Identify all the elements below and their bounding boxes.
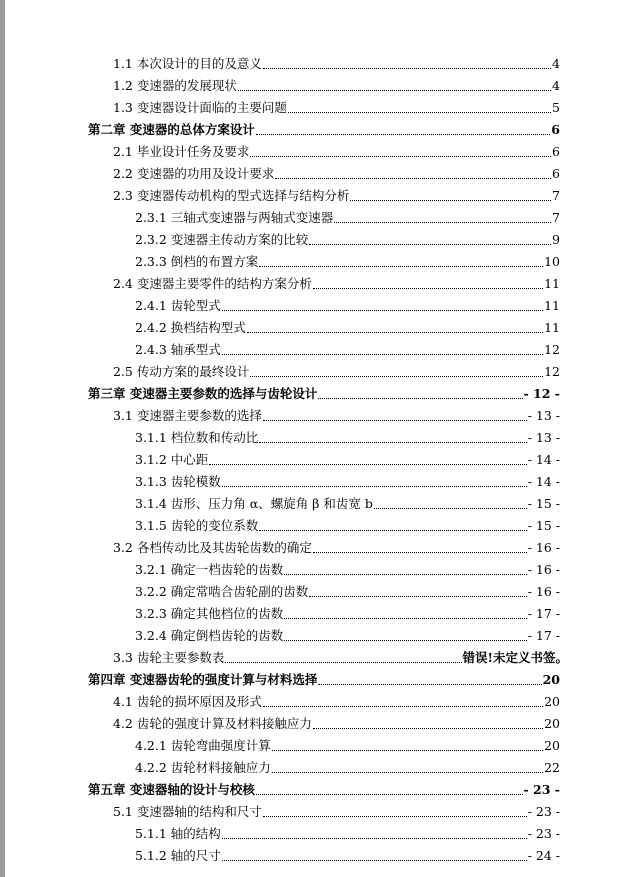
dot-leader bbox=[222, 860, 527, 861]
toc-chapter-entry[interactable] bbox=[88, 780, 560, 798]
toc-entry-page: - 23 - bbox=[527, 804, 560, 819]
toc-entry[interactable] bbox=[135, 340, 560, 358]
toc-entry-title: 4.2.2 齿轮材料接触应力 bbox=[135, 760, 271, 775]
dot-leader bbox=[284, 640, 526, 641]
toc-entry[interactable] bbox=[135, 230, 560, 248]
toc-entry[interactable] bbox=[113, 538, 560, 556]
toc-entry-title: 2.4 变速器主要零件的结构方案分析 bbox=[113, 276, 312, 291]
toc-entry[interactable] bbox=[135, 516, 560, 534]
toc-entry[interactable] bbox=[113, 802, 560, 820]
dot-leader bbox=[263, 816, 527, 817]
toc-entry-title: 3.2.2 确定常啮合齿轮副的齿数 bbox=[135, 584, 309, 599]
toc-entry-page: 7 bbox=[552, 188, 560, 203]
toc-entry-page: 7 bbox=[552, 210, 560, 225]
dot-leader bbox=[284, 618, 526, 619]
dot-leader bbox=[259, 530, 526, 531]
toc-entry[interactable] bbox=[113, 692, 560, 710]
toc-entry-page: - 16 - bbox=[527, 540, 560, 555]
toc-entry-page: 11 bbox=[544, 320, 560, 335]
toc-entry-title: 4.1 齿轮的损坏原因及形式 bbox=[113, 694, 262, 709]
toc-entry-page: 5 bbox=[552, 100, 560, 115]
toc-entry-page: - 15 - bbox=[527, 496, 560, 511]
toc-entry-page: 6 bbox=[551, 122, 560, 137]
toc-entry-page: 20 bbox=[544, 738, 560, 753]
toc-entry-title: 第三章 变速器主要参数的选择与齿轮设计 bbox=[88, 386, 318, 401]
dot-leader bbox=[272, 772, 543, 773]
toc-entry-page: - 13 - bbox=[527, 408, 560, 423]
toc-entry[interactable] bbox=[113, 164, 560, 182]
toc-entry[interactable] bbox=[113, 648, 568, 666]
toc-entry-title: 3.2.4 确定倒档齿轮的齿数 bbox=[135, 628, 284, 643]
toc-entry[interactable] bbox=[135, 824, 560, 842]
toc-entry[interactable] bbox=[135, 736, 560, 754]
toc-entry-page: - 12 - bbox=[523, 386, 560, 401]
toc-entry-page: 4 bbox=[552, 56, 560, 71]
toc-entry-page: - 16 - bbox=[527, 562, 560, 577]
dot-leader bbox=[222, 838, 527, 839]
toc-entry-page: - 15 - bbox=[527, 518, 560, 533]
toc-entry-title: 第二章 变速器的总体方案设计 bbox=[88, 122, 255, 137]
toc-entry-page: 12 bbox=[544, 342, 560, 357]
dot-leader bbox=[318, 684, 541, 685]
toc-entry[interactable] bbox=[113, 54, 560, 72]
dot-leader bbox=[222, 310, 543, 311]
toc-entry-page: 20 bbox=[544, 694, 560, 709]
toc-chapter-entry[interactable] bbox=[88, 384, 560, 402]
toc-entry-title: 2.4.1 齿轮型式 bbox=[135, 298, 221, 313]
toc-entry-page: 22 bbox=[544, 760, 560, 775]
toc-entry[interactable] bbox=[135, 626, 560, 644]
toc-entry[interactable] bbox=[135, 560, 560, 578]
toc-entry[interactable] bbox=[135, 296, 560, 314]
toc-entry-title: 3.3 齿轮主要参数表 bbox=[113, 650, 225, 665]
toc-entry-page: - 14 - bbox=[527, 452, 560, 467]
toc-entry-page: - 16 - bbox=[527, 584, 560, 599]
toc-entry-title: 3.1.4 齿形、压力角 α、螺旋角 β 和齿宽 b bbox=[135, 496, 373, 511]
toc-entry-title: 4.2.1 齿轮弯曲强度计算 bbox=[135, 738, 271, 753]
dot-leader bbox=[263, 706, 543, 707]
toc-entry-title: 2.3 变速器传动机构的型式选择与结构分析 bbox=[113, 188, 350, 203]
dot-leader bbox=[272, 750, 543, 751]
dot-leader bbox=[250, 156, 551, 157]
toc-entry-title: 3.2.3 确定其他档位的齿数 bbox=[135, 606, 284, 621]
toc-entry-page: 11 bbox=[544, 276, 560, 291]
toc-entry-page-error: 错误!未定义书签。 bbox=[462, 650, 568, 665]
toc-entry-title: 3.2 各档传动比及其齿轮齿数的确定 bbox=[113, 540, 312, 555]
toc-entry[interactable] bbox=[135, 252, 560, 270]
toc-entry-title: 3.1.1 档位数和传动比 bbox=[135, 430, 259, 445]
toc-entry-title: 3.1.2 中心距 bbox=[135, 452, 209, 467]
dot-leader bbox=[247, 332, 543, 333]
dot-leader bbox=[374, 508, 527, 509]
toc-entry-page: - 23 - bbox=[523, 782, 560, 797]
toc-entry[interactable] bbox=[113, 142, 560, 160]
toc-entry[interactable] bbox=[135, 208, 560, 226]
toc-entry[interactable] bbox=[135, 450, 560, 468]
toc-entry-page: - 23 - bbox=[527, 826, 560, 841]
toc-entry-title: 3.2.1 确定一档齿轮的齿数 bbox=[135, 562, 284, 577]
dot-leader bbox=[256, 794, 523, 795]
toc-entry-title: 2.3.1 三轴式变速器与两轴式变速器 bbox=[135, 210, 334, 225]
dot-leader bbox=[334, 222, 551, 223]
toc-entry[interactable] bbox=[135, 846, 560, 864]
dot-leader bbox=[222, 486, 527, 487]
toc-entry[interactable] bbox=[135, 318, 560, 336]
toc-entry-page: - 17 - bbox=[527, 606, 560, 621]
toc-entry[interactable] bbox=[113, 186, 560, 204]
dot-leader bbox=[209, 464, 526, 465]
dot-leader bbox=[250, 376, 543, 377]
toc-entry-page: 12 bbox=[544, 364, 560, 379]
dot-leader bbox=[259, 442, 526, 443]
dot-leader bbox=[275, 178, 551, 179]
toc-entry-title: 3.1.3 齿轮模数 bbox=[135, 474, 221, 489]
toc-entry-page: 20 bbox=[542, 672, 560, 687]
toc-entry-title: 4.2 齿轮的强度计算及材料接触应力 bbox=[113, 716, 312, 731]
dot-leader bbox=[309, 596, 526, 597]
toc-entry[interactable] bbox=[113, 98, 560, 116]
dot-leader bbox=[238, 90, 551, 91]
dot-leader bbox=[350, 200, 551, 201]
toc-entry[interactable] bbox=[135, 428, 560, 446]
toc-entry-title: 5.1 变速器轴的结构和尺寸 bbox=[113, 804, 262, 819]
toc-entry-title: 5.1.1 轴的结构 bbox=[135, 826, 221, 841]
toc-entry[interactable] bbox=[135, 604, 560, 622]
toc-entry-title: 2.5 传动方案的最终设计 bbox=[113, 364, 250, 379]
toc-entry-title: 2.4.2 换档结构型式 bbox=[135, 320, 246, 335]
dot-leader bbox=[222, 354, 543, 355]
toc-entry[interactable] bbox=[135, 494, 560, 512]
toc-entry-title: 2.2 变速器的功用及设计要求 bbox=[113, 166, 275, 181]
toc-entry-title: 3.1.5 齿轮的变位系数 bbox=[135, 518, 259, 533]
toc-entry-title: 3.1 变速器主要参数的选择 bbox=[113, 408, 262, 423]
toc-entry-page: - 14 - bbox=[527, 474, 560, 489]
toc-entry-page: 6 bbox=[552, 166, 560, 181]
toc-entry-page: - 13 - bbox=[527, 430, 560, 445]
dot-leader bbox=[309, 244, 551, 245]
toc-entry-page: 10 bbox=[544, 254, 560, 269]
toc-entry-title: 2.4.3 轴承型式 bbox=[135, 342, 221, 357]
toc-entry-page: 4 bbox=[552, 78, 560, 93]
toc-entry[interactable] bbox=[113, 76, 560, 94]
toc-chapter-entry[interactable] bbox=[88, 120, 560, 138]
toc-entry-title: 2.3.2 变速器主传动方案的比较 bbox=[135, 232, 309, 247]
toc-entry-page: - 24 - bbox=[527, 848, 560, 863]
toc-entry-page: 6 bbox=[552, 144, 560, 159]
dot-leader bbox=[284, 574, 526, 575]
dot-leader bbox=[225, 662, 461, 663]
toc-entry[interactable] bbox=[135, 758, 560, 776]
toc-entry[interactable] bbox=[113, 362, 560, 380]
toc-entry-title: 第五章 变速器轴的设计与校核 bbox=[88, 782, 255, 797]
dot-leader bbox=[313, 552, 527, 553]
dot-leader bbox=[263, 68, 551, 69]
toc-entry-title: 5.1.2 轴的尺寸 bbox=[135, 848, 221, 863]
toc-entry[interactable] bbox=[113, 406, 560, 424]
toc-entry[interactable] bbox=[113, 714, 560, 732]
toc-entry[interactable] bbox=[135, 582, 560, 600]
dot-leader bbox=[263, 420, 527, 421]
dot-leader bbox=[259, 266, 543, 267]
toc-chapter-entry[interactable] bbox=[88, 670, 560, 688]
dot-leader bbox=[318, 398, 522, 399]
toc-entry-page: - 17 - bbox=[527, 628, 560, 643]
toc-entry-title: 1.2 变速器的发展现状 bbox=[113, 78, 237, 93]
dot-leader bbox=[313, 288, 543, 289]
toc-entry-title: 1.1 本次设计的目的及意义 bbox=[113, 56, 262, 71]
toc-entry-title: 第四章 变速器齿轮的强度计算与材料选择 bbox=[88, 672, 318, 687]
dot-leader bbox=[288, 112, 551, 113]
toc-entry-title: 2.1 毕业设计任务及要求 bbox=[113, 144, 250, 159]
toc-entry[interactable] bbox=[113, 274, 560, 292]
dot-leader bbox=[313, 728, 543, 729]
toc-entry-page: 11 bbox=[544, 298, 560, 313]
toc-entry-page: 20 bbox=[544, 716, 560, 731]
dot-leader bbox=[256, 134, 550, 135]
toc-entry[interactable] bbox=[135, 472, 560, 490]
toc-entry-title: 2.3.3 倒档的布置方案 bbox=[135, 254, 259, 269]
toc-entry-page: 9 bbox=[552, 232, 560, 247]
toc-entry-title: 1.3 变速器设计面临的主要问题 bbox=[113, 100, 287, 115]
